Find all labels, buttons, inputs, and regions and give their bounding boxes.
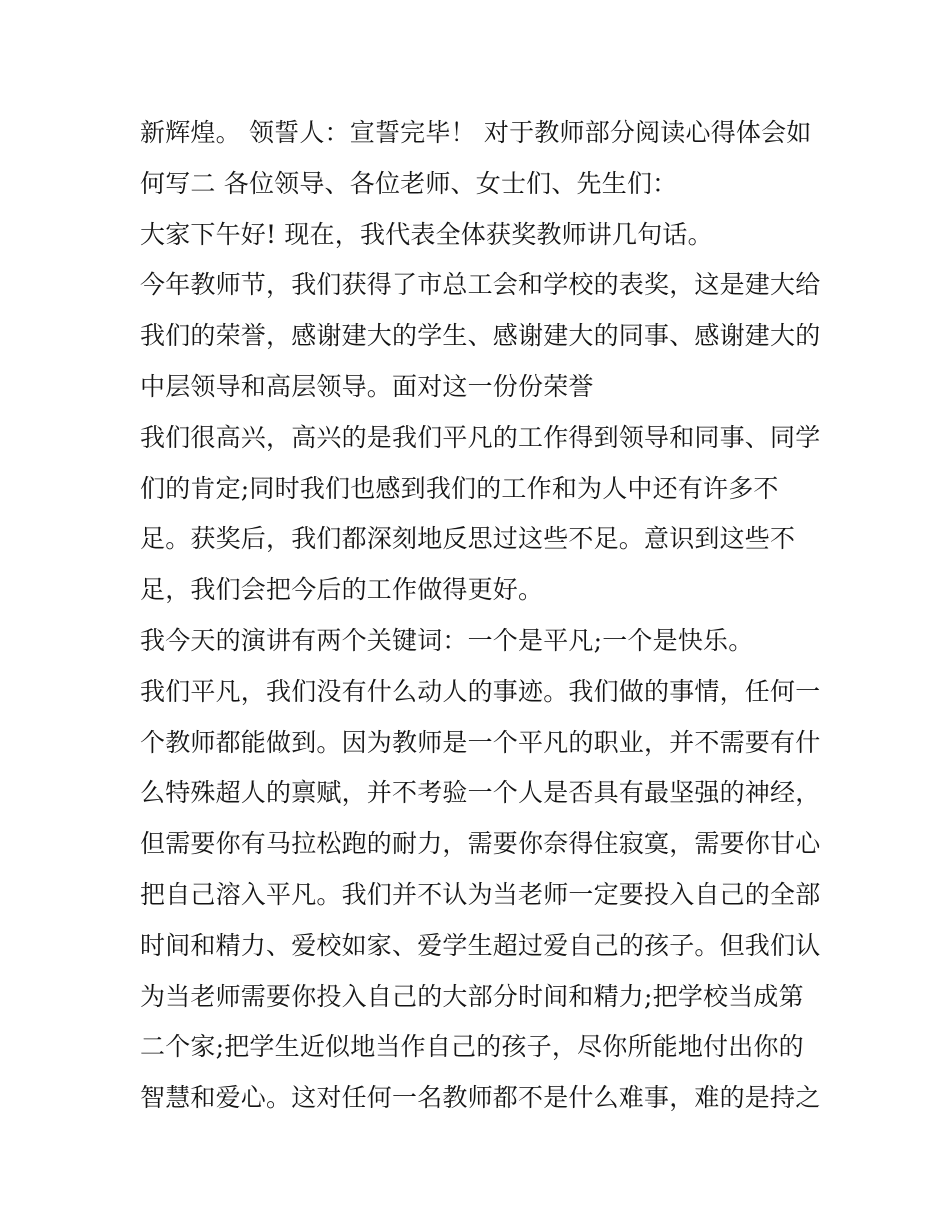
text-line: 时间和精力、爱校如家、爱学生超过爱自己的孩子。但我们认: [140, 930, 821, 960]
text-line: 二个家;把学生近似地当作自己的孩子，尽你所能地付出你的: [140, 1032, 804, 1062]
text-line: 足。获奖后，我们都深刻地反思过这些不足。意识到这些不: [140, 524, 796, 554]
text-line: 个教师都能做到。因为教师是一个平凡的职业，并不需要有什: [140, 727, 821, 757]
text-line: 么特殊超人的禀赋，并不考验一个人是否具有最坚强的神经，: [140, 778, 821, 808]
text-line: 智慧和爱心。这对任何一名教师都不是什么难事，难的是持之: [140, 1083, 821, 1113]
text-line: 把自己溶入平凡。我们并不认为当老师一定要投入自己的全部: [140, 879, 821, 909]
text-line: 我们平凡，我们没有什么动人的事迹。我们做的事情，任何一: [140, 676, 821, 706]
text-line: 我们很高兴，高兴的是我们平凡的工作得到领导和同事、同学: [140, 422, 821, 452]
text-line: 足，我们会把今后的工作做得更好。: [140, 575, 544, 605]
text-line: 为当老师需要你投入自己的大部分时间和精力;把学校当成第: [140, 981, 804, 1011]
text-line: 们的肯定;同时我们也感到我们的工作和为人中还有许多不: [140, 473, 779, 503]
text-line: 今年教师节，我们获得了市总工会和学校的表奖，这是建大给: [140, 270, 821, 300]
text-line: 但需要你有马拉松跑的耐力，需要你奈得住寂寞，需要你甘心: [140, 829, 821, 859]
body-text: [140, 108, 830, 1124]
text-line: 中层领导和高层领导。面对这一份份荣誉: [140, 371, 594, 401]
text-line: 大家下午好! 现在，我代表全体获奖教师讲几句话。: [140, 219, 713, 249]
text-line: 我今天的演讲有两个关键词：一个是平凡;一个是快乐。: [140, 625, 754, 655]
text-line: 我们的荣誉，感谢建大的学生、感谢建大的同事、感谢建大的: [140, 321, 821, 351]
text-line: 新辉煌。 领誓人：宣誓完毕！ 对于教师部分阅读心得体会如: [140, 118, 812, 147]
text-line: 何写二 各位领导、各位老师、女士们、先生们：: [140, 168, 678, 198]
